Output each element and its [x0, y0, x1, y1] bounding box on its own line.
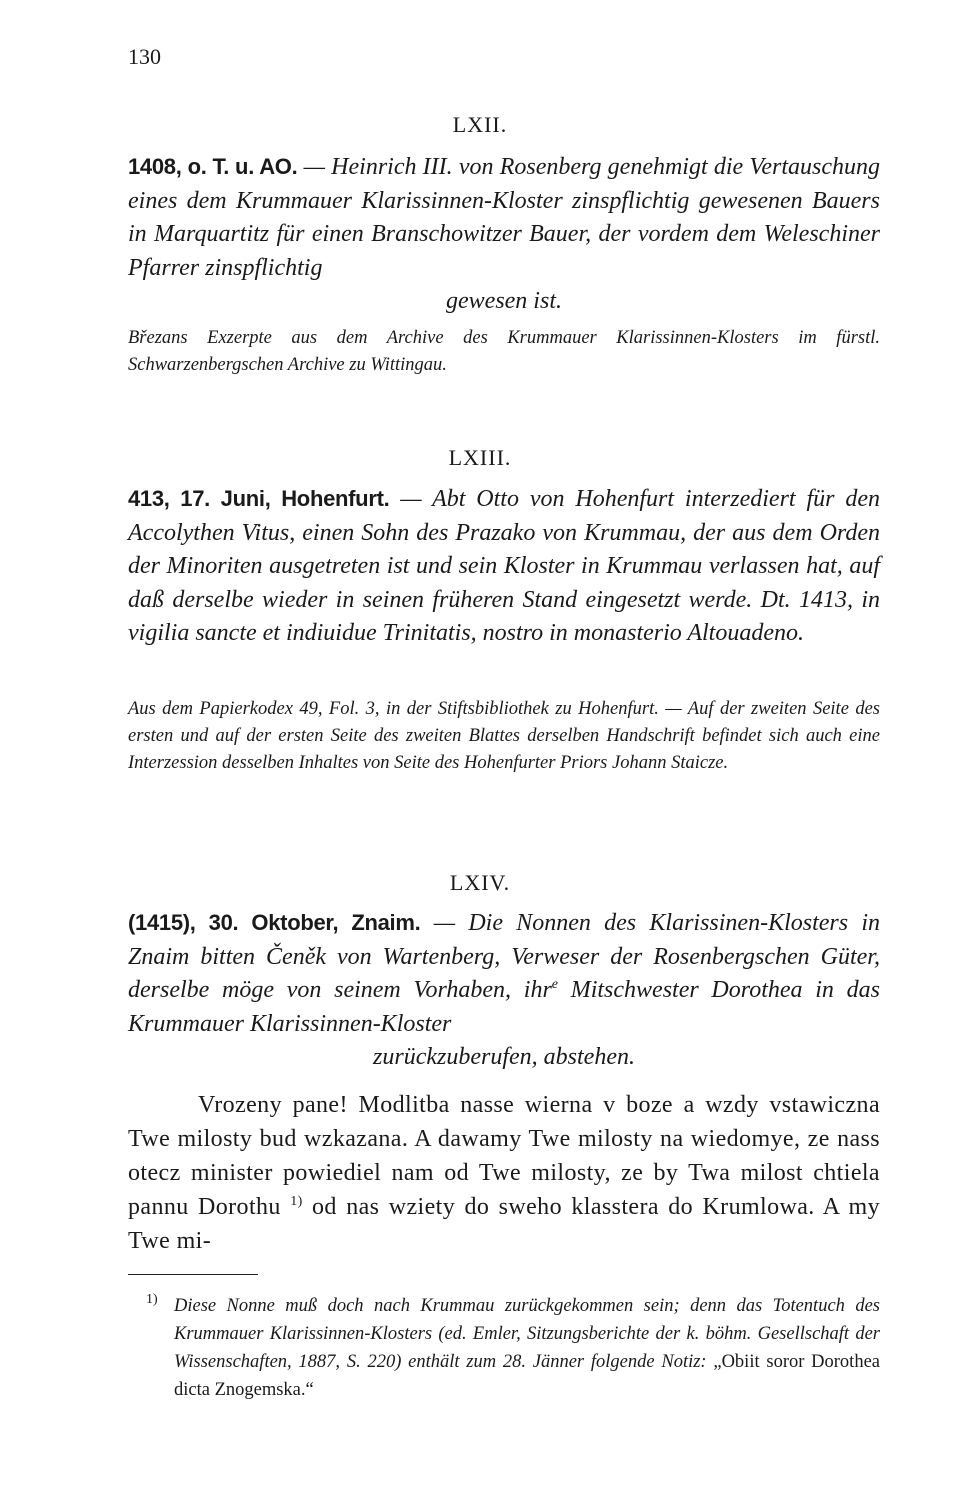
- entry-regest-lxii: [128, 150, 880, 319]
- superscript-e: e: [551, 977, 558, 992]
- footnote-text: Diese Nonne muß doch nach Krummau zurückgekommen sein; denn das Totentuch des Krummauer Klarissinnen-Klosters (ed. Emler, Sitzungsberichte der k. böhm. Gesellschaft der Wissenschaften, 1887, S. 220) enthält zum 28. Jänner folgende Notiz:: [174, 1296, 880, 1372]
- entry-regest-last-line: gewesen ist.: [446, 288, 562, 314]
- entry-heading-lxiii: LXIII.: [448, 445, 512, 470]
- entry-regest-lxiv: [128, 906, 880, 1075]
- entry-dash: —: [389, 486, 433, 512]
- entry-regest-last-line: zurückzuberufen, abstehen.: [373, 1044, 635, 1070]
- footnote-rule: [128, 1274, 258, 1275]
- footnote-reference: 1): [290, 1194, 303, 1209]
- entry-regest-lxiii: [128, 482, 880, 651]
- entry-regest-text: Abt Otto von Hohenfurt interzediert für den Accolythen Vitus, einen Sohn des Prazako von Krummau, der aus dem Orden der Minoriten ausgetreten ist und sein Kloster in Krummau verlassen hat, auf daß derselbe wieder in seinen früheren Stand eingesetzt werde. Dt. 1413, in vigilia sancte et indiuidue Trinitatis, nostro in monasterio Altouadeno.: [128, 486, 880, 646]
- letter-text-cont: od nas wziety do sweho klasstera do Krumlowa. A my Twe mi-: [128, 1194, 880, 1254]
- entry-lead-lxiii: 413, 17. Juni, Hohenfurt.: [128, 486, 390, 511]
- entry-heading-lxii: LXII.: [452, 112, 508, 137]
- entry-regest-text: Die Nonnen des Klarissinen-Klosters in Znaim bitten Čeněk von Wartenberg, Verweser der Rosenbergschen Güter, derselbe möge von seinem Vorhaben, ihr: [128, 910, 881, 1003]
- entry-heading-lxiv: LXIV.: [449, 870, 511, 895]
- letter-body-text: [128, 1088, 880, 1258]
- footnote-quote: „Obiit soror Dorothea dicta Znogemska.“: [174, 1352, 880, 1400]
- footnote-mark: 1): [146, 1292, 158, 1307]
- footnote: [146, 1292, 880, 1404]
- entry-regest-text-cont: Mitschwester Dorothea in das Krummauer Klarissinnen-Kloster: [128, 977, 880, 1037]
- entry-source-lxii: Březans Exzerpte aus dem Archive des Krummauer Klarissinnen-Klosters im fürstl. Schwarzenbergschen Archive zu Wittingau.: [128, 328, 880, 375]
- entry-regest-text: Heinrich III. von Rosenberg genehmigt die Vertauschung eines dem Krummauer Klarissinnen-Kloster zinspflichtig gewesenen Bauers in Marquartitz für einen Branschowitzer Bauer, der vordem dem Weleschiner Pfarrer zinspflichtig: [128, 154, 881, 281]
- entry-lead-lxii: 1408, o. T. u. AO.: [128, 154, 298, 179]
- letter-text: Vrozeny pane! Modlitba nasse wierna v boze a wzdy vstawiczna Twe milosty bud wzkazana. A dawamy Twe milosty na wiedomye, ze nass otecz minister powiediel nam od Twe milosty, ze by Twa milost chtiela pannu Dorothu: [128, 1092, 880, 1220]
- page-number: 130: [128, 44, 161, 69]
- entry-dash: —: [297, 154, 332, 180]
- entry-lead-lxiv: (1415), 30. Oktober, Znaim.: [128, 910, 421, 935]
- entry-dash: —: [420, 910, 469, 936]
- entry-source-lxiii: Aus dem Papierkodex 49, Fol. 3, in der Stiftsbibliothek zu Hohenfurt. — Auf der zweiten Seite des ersten und auf der ersten Seite des zweiten Blattes derselben Handschrift befindet sich auch eine Interzession desselben Inhaltes von Seite des Hohenfurter Priors Johann Staicze.: [128, 699, 880, 773]
